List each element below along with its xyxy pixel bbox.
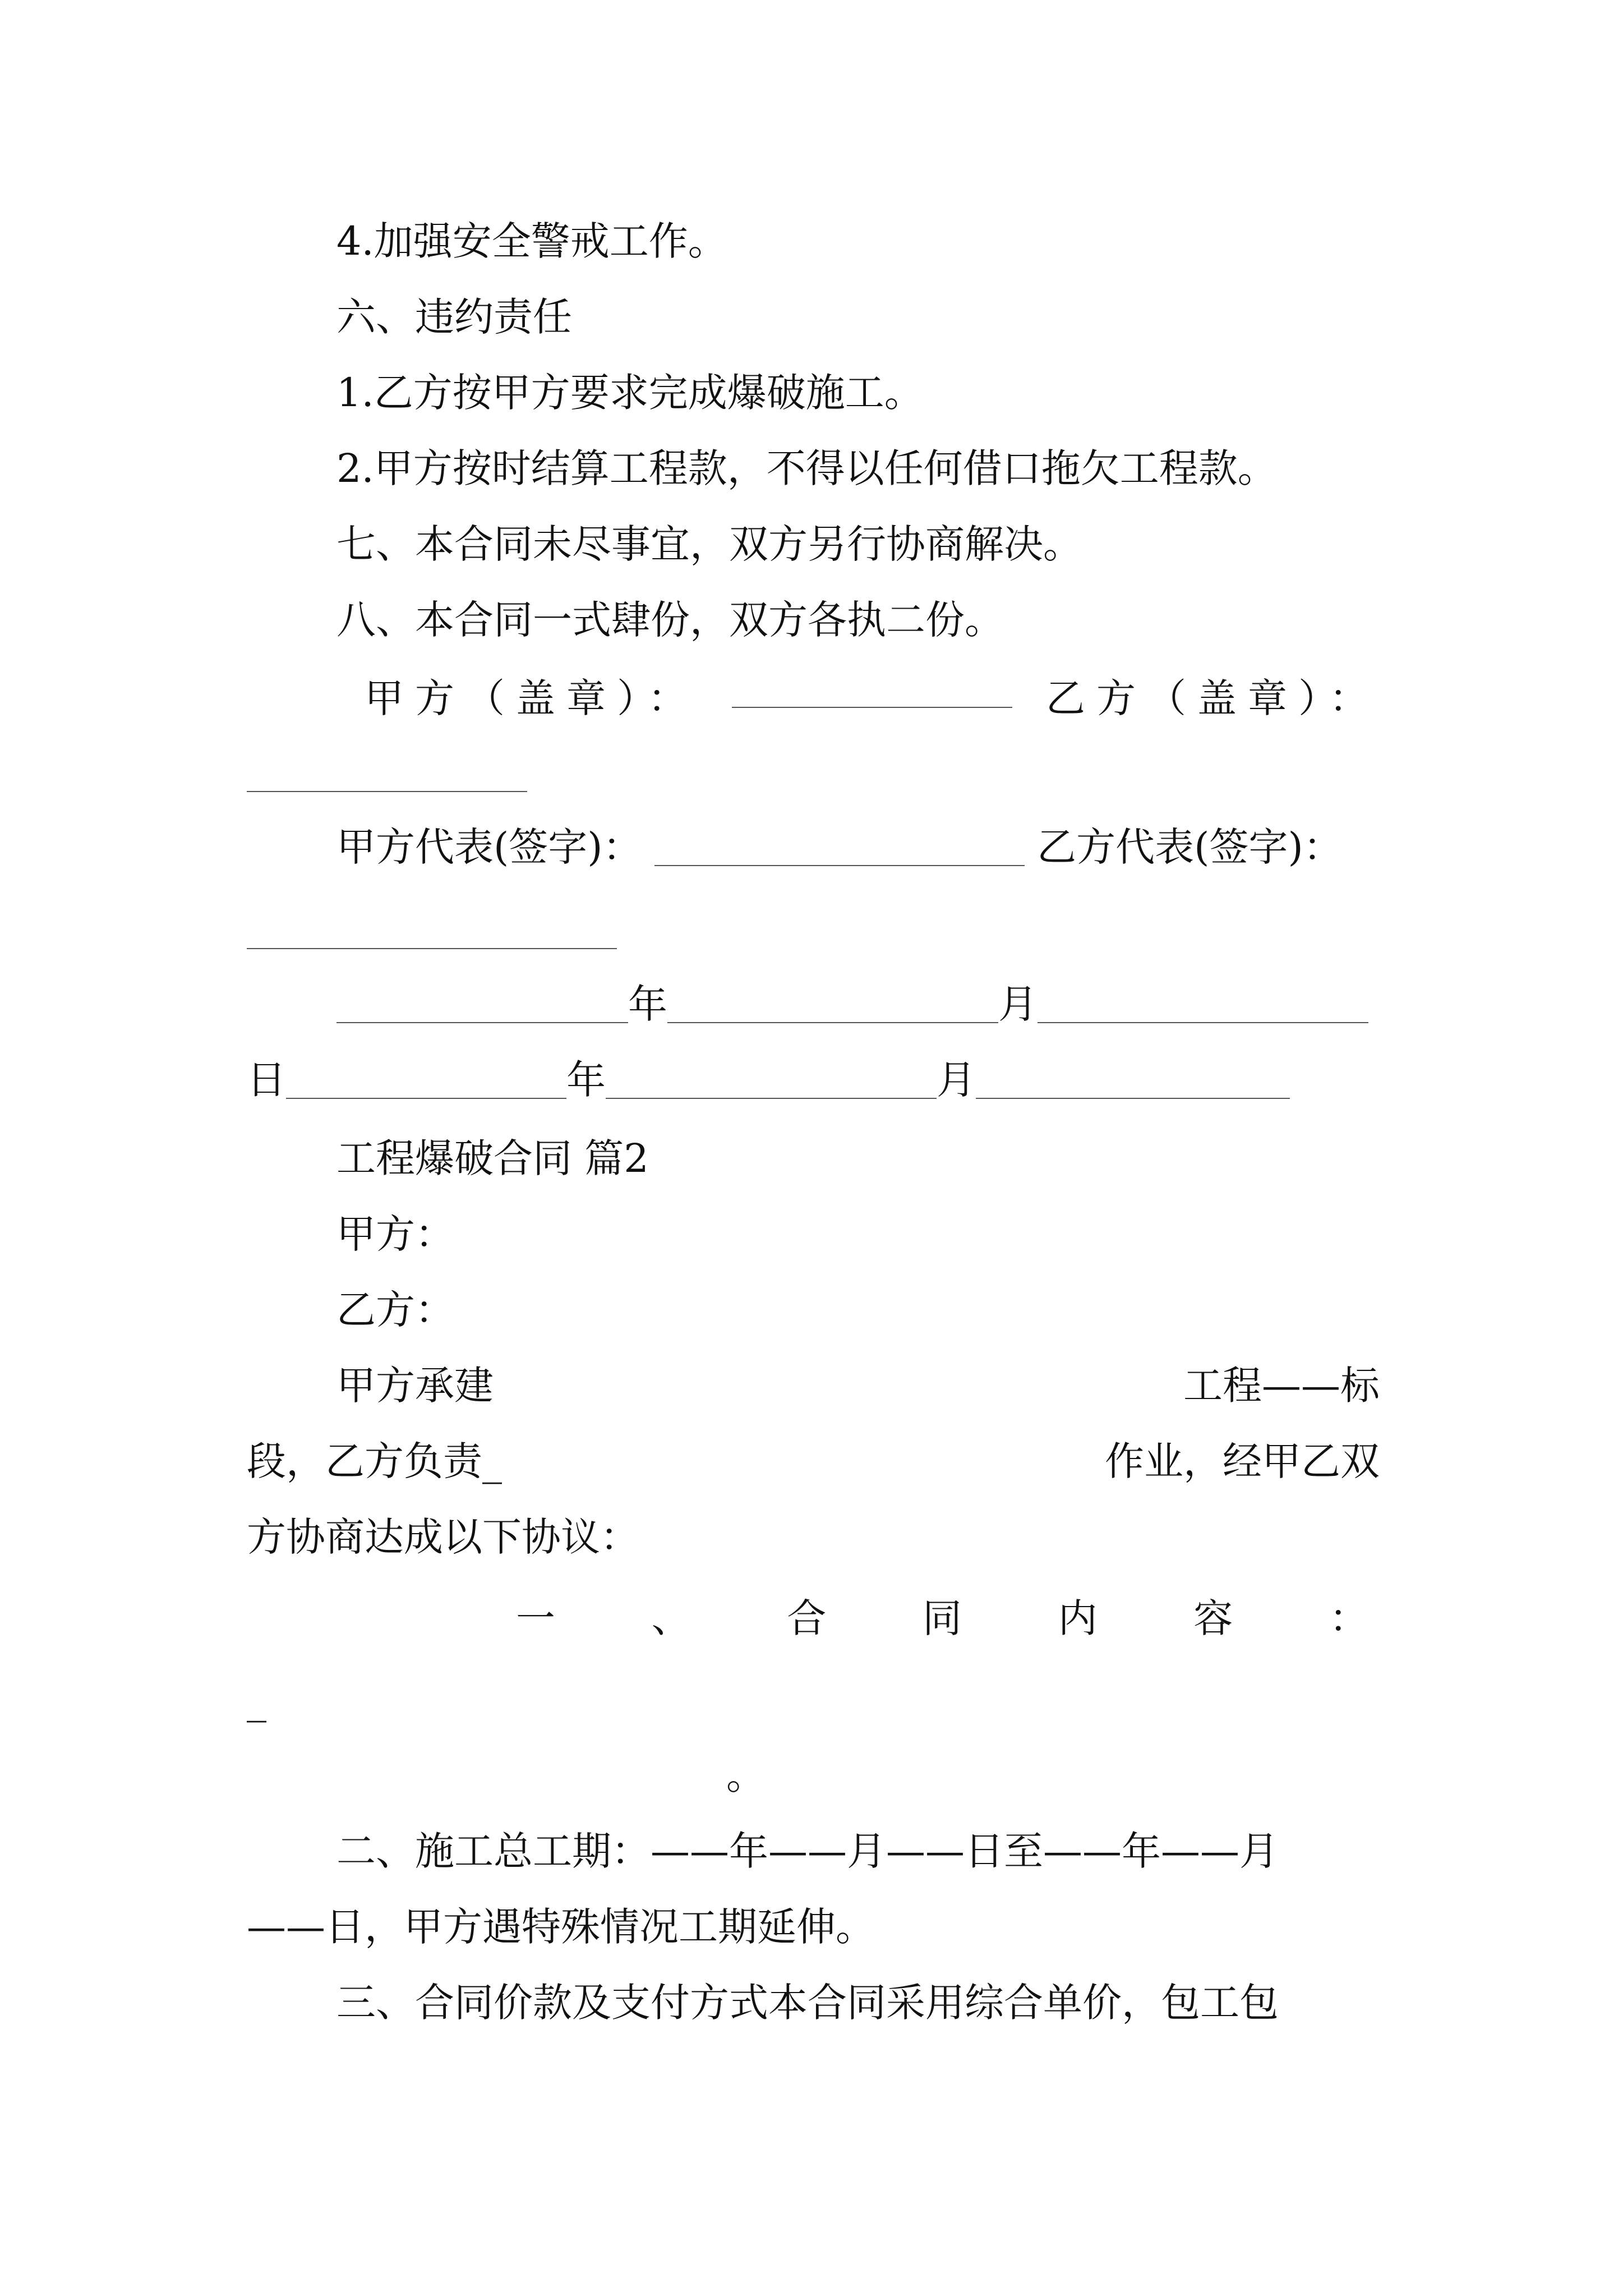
heading-char: ：: [1329, 1595, 1368, 1641]
heading-char: 容: [1193, 1595, 1233, 1641]
seal-line: [365, 673, 1380, 724]
party-a-rep-label: 甲方代表(签字)：: [336, 824, 642, 870]
section-8: 八、本合同一式肆份，双方各执二份。: [336, 597, 1004, 643]
party-b-label: 乙方：: [336, 1287, 454, 1333]
contract-content-blank[interactable]: _: [247, 1677, 266, 1723]
date-blank[interactable]: [336, 988, 628, 1023]
preamble-line-1: [336, 1360, 1380, 1411]
section-7: 七、本合同未尽事宜，双方另行协商解决。: [336, 521, 1082, 567]
month-label: 月: [998, 981, 1038, 1027]
content-end-period: 。: [726, 1752, 766, 1798]
party-b-rep-label: 乙方代表(签字)：: [1037, 824, 1343, 870]
section-2-duration: 二、施工总工期：——年——月——日至——年——月: [336, 1828, 1279, 1874]
date-blank[interactable]: [286, 1064, 566, 1099]
party-a-seal-label: 甲方（盖章）：: [365, 675, 698, 721]
clause-4-safety: 4.加强安全警戒工作。: [336, 218, 727, 264]
section-2-duration-cont: ——日，甲方遇特殊情况工期延伸。: [247, 1904, 875, 1950]
party-a-rep-blank[interactable]: [654, 831, 1025, 866]
heading-char: 合: [787, 1595, 827, 1641]
preamble-text: 段，乙方负责_: [247, 1438, 502, 1484]
month-label: 月: [937, 1057, 976, 1103]
contract-2-title: 工程爆破合同 篇2: [336, 1135, 649, 1181]
party-b-seal-label: 乙方（盖章）：: [1046, 675, 1380, 721]
date-line-1: [336, 979, 1368, 1029]
preamble-line-3: 方协商达成以下协议：: [247, 1514, 639, 1560]
clause-2-payment: 2.甲方按时结算工程款，不得以任何借口拖欠工程款。: [336, 445, 1277, 491]
preamble-text: 甲方承建: [336, 1363, 494, 1409]
party-a-seal-blank[interactable]: [732, 673, 1012, 708]
date-blank[interactable]: [606, 1064, 937, 1099]
date-blank[interactable]: [976, 1064, 1290, 1099]
preamble-text: 工程——标: [1183, 1363, 1380, 1409]
party-a-label: 甲方：: [336, 1211, 454, 1257]
section-6-heading: 六、违约责任: [336, 294, 572, 340]
section-1-heading: [516, 1593, 1368, 1644]
heading-char: 、: [651, 1595, 691, 1641]
clause-1-construction: 1.乙方按甲方要求完成爆破施工。: [336, 370, 924, 416]
heading-char: 同: [922, 1595, 962, 1641]
date-blank[interactable]: [667, 988, 998, 1023]
heading-char: 内: [1058, 1595, 1098, 1641]
party-b-seal-blank[interactable]: [247, 791, 527, 792]
preamble-line-2: [247, 1436, 1380, 1487]
party-b-rep-blank[interactable]: [247, 948, 617, 949]
section-3-price: 三、合同价款及支付方式本合同采用综合单价，包工包: [336, 1980, 1279, 2026]
day-label: 日: [247, 1057, 286, 1103]
date-blank[interactable]: [1038, 988, 1368, 1023]
date-line-2: [247, 1055, 1290, 1105]
signature-line: [336, 822, 1343, 872]
heading-char: 一: [516, 1595, 555, 1641]
preamble-text: 作业，经甲乙双: [1105, 1438, 1380, 1484]
year-label: 年: [628, 981, 667, 1027]
year-label: 年: [566, 1057, 606, 1103]
